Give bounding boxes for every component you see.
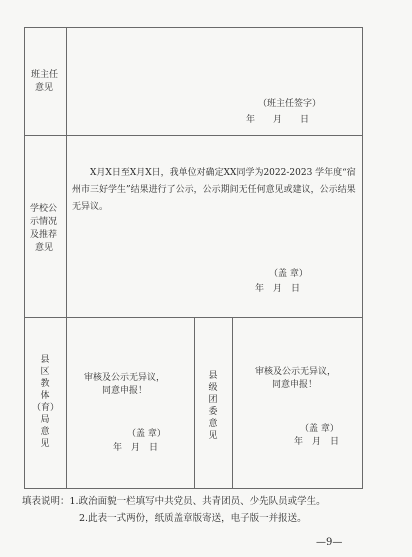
row3-mid-label	[206, 370, 220, 442]
row3-mid-label-char-3: 团	[208, 395, 218, 405]
row3-left-label-char-5: （育）	[32, 403, 60, 413]
row3-mid-label-char-1: 县	[208, 371, 218, 381]
row2-bottom-border	[24, 317, 362, 318]
row2-publicity-text: X月X日至X月X日，我单位对确定XX同学为2022-2023 学年度“宿州市三好学生”结果进行了公示，公示期间无任何意见或建议，公示结果无异议。	[72, 168, 356, 212]
label-column-divider	[66, 27, 67, 489]
row1-sign: （班主任签字）	[258, 99, 322, 109]
row1-label-line2: 意见	[35, 83, 54, 93]
table-left-border	[24, 27, 25, 489]
row3-left-seal: （盖 章）	[127, 429, 166, 439]
page-number: —9—	[316, 537, 343, 548]
table-right-border	[362, 27, 363, 489]
row3-left-label-char-2: 区	[40, 367, 50, 377]
row2-seal: （盖 章）	[269, 269, 308, 279]
row3-left-date: 年 月 日	[113, 443, 159, 453]
row3-right-approval-line2: 同意申报！	[272, 380, 318, 390]
form-instructions-line1: 填表说明：1.政治面貌一栏填写中共党员、共青团员、少先队员或学生。	[22, 496, 326, 507]
row3-left-label-char-7: 意	[40, 427, 50, 437]
table-top-border	[24, 27, 362, 28]
row3-right-seal: （盖 章）	[300, 424, 339, 434]
row3-left-approval-line2: 同意申报！	[102, 386, 148, 396]
row2-label-line2: 示情况	[30, 217, 58, 227]
table-bottom-border	[24, 488, 362, 489]
row3-mid-label-char-2: 级	[208, 383, 218, 393]
row3-left-label	[32, 354, 60, 450]
row3-right-approval-line1: 审核及公示无异议，	[255, 367, 337, 377]
row3-right-date: 年 月 日	[294, 437, 340, 447]
form-instructions-line2: 2.此表一式两份，纸质盖章版寄送，电子版一并报送。	[79, 513, 307, 524]
row1-date: 年 月 日	[246, 115, 310, 125]
row3-mid-label-char-5: 意	[208, 419, 218, 429]
row1-bottom-border	[24, 135, 362, 136]
row2-label-line3: 及推荐	[30, 230, 58, 240]
row3-mid-divider-right	[232, 317, 233, 488]
row1-label-line1: 班主任	[31, 70, 59, 80]
row2-date: 年 月 日	[255, 284, 301, 294]
row2-label-line4: 意见	[35, 243, 54, 253]
row3-left-label-char-1: 县	[40, 355, 50, 365]
row3-left-approval-line1: 审核及公示无异议，	[84, 373, 166, 383]
row3-left-label-char-4: 体	[40, 391, 50, 401]
row2-label-line1: 学校公	[30, 204, 58, 214]
row3-mid-label-char-4: 委	[208, 407, 218, 417]
row3-left-label-char-8: 见	[40, 439, 50, 449]
row3-left-label-char-3: 教	[40, 379, 50, 389]
row3-mid-label-char-6: 见	[208, 431, 218, 441]
row3-left-label-char-6: 局	[40, 415, 50, 425]
row3-mid-divider-left	[194, 317, 195, 488]
